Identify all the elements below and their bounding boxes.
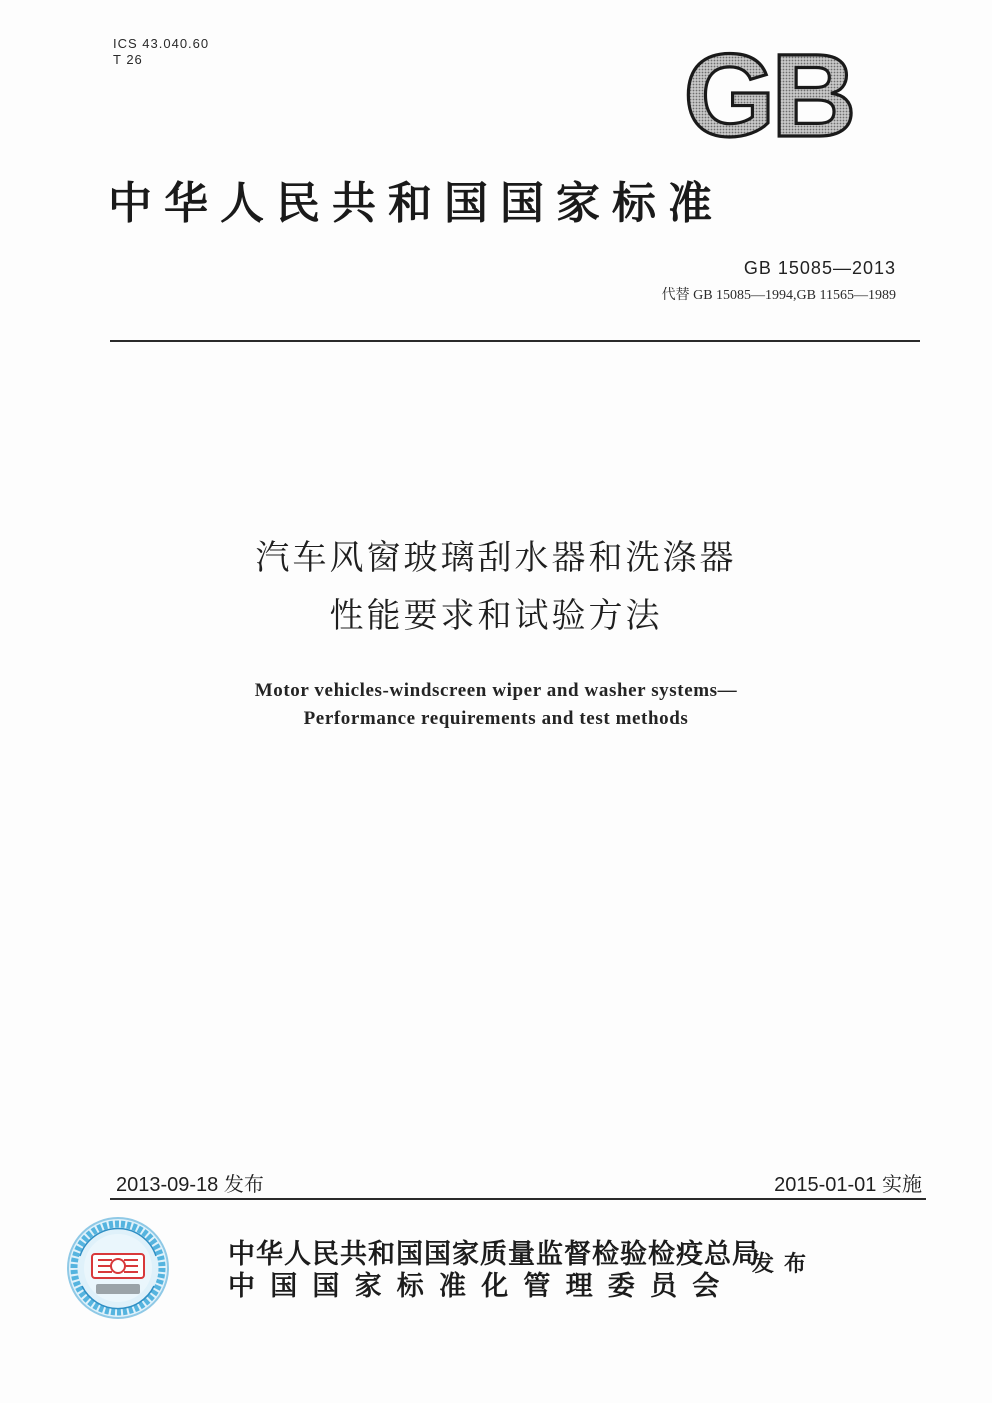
classification-codes	[113, 36, 209, 68]
en-title-line1: Motor vehicles-windscreen wiper and washer systems—	[254, 680, 738, 701]
en-title-line2: Performance requirements and test methods	[303, 708, 689, 729]
standard-number: GB 15085—2013	[743, 258, 896, 278]
cn-title-line2: 性能要求和试验方法	[329, 596, 663, 636]
gb-logo-text: GB	[683, 44, 853, 148]
replaces-standards: 代替 GB 15085—1994,GB 11565—1989	[661, 288, 896, 303]
implementation-date: 2015-01-01 实施	[774, 1174, 922, 1196]
bottom-divider	[110, 1198, 926, 1200]
ics-code: ICS 43.040.60	[113, 36, 210, 51]
top-divider	[110, 340, 920, 342]
issue-date: 2013-09-18 发布	[116, 1174, 264, 1196]
cn-title-line1: 汽车风窗玻璃刮水器和洗涤器	[255, 538, 737, 578]
gb-logo	[668, 44, 868, 148]
issuer-org-line2: 中国国家标准化管理委员会	[228, 1271, 735, 1302]
ccs-code: T 26	[113, 52, 143, 67]
national-standard-heading: 中华人民共和国国家标准	[108, 178, 724, 229]
publish-label: 发布	[752, 1252, 817, 1277]
issuer-org-line1: 中华人民共和国国家质量监督检验检疫总局	[228, 1239, 760, 1270]
anti-counterfeit-seal-icon	[66, 1216, 170, 1320]
